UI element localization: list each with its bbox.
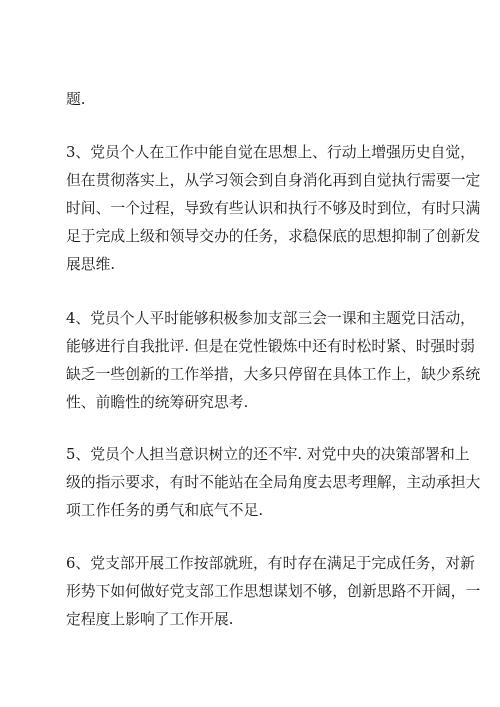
paragraph-line: 6、党支部开展工作按部就班，有时存在满足于完成任务，对新 (66, 555, 475, 572)
paragraph-line: 能够进行自我批评. 但是在党性锻炼中还有时松时紧、时强时弱 (66, 338, 475, 355)
paragraph-line: 5、党员个人担当意识树立的还不牢. 对党中央的决策部署和上 (66, 446, 470, 463)
paragraph-line: 形势下如何做好党支部工作思想谋划不够，创新思路不开阔，一 (66, 583, 481, 600)
paragraph-line: 足于完成上级和领导交办的任务，求稳保底的思想抑制了创新发 (66, 228, 481, 245)
paragraph-line: 题. (66, 91, 86, 108)
paragraph-line: 但在贯彻落实上，从学习领会到自身消化再到自觉执行需要一定 (66, 172, 481, 189)
paragraph-line: 展思维. (66, 256, 116, 273)
paragraph-line: 时间、一个过程，导致有些认识和执行不够及时到位，有时只满 (66, 200, 481, 217)
paragraph-line: 性、前瞻性的统筹研究思考. (66, 394, 249, 411)
paragraph-line: 项工作任务的勇气和底气不足. (66, 502, 264, 519)
paragraph-line: 定程度上影响了工作开展. (66, 611, 234, 628)
paragraph-line: 4、党员个人平时能够积极参加支部三会一课和主题党日活动， (66, 310, 475, 327)
paragraph-line: 级的指示要求，有时不能站在全局角度去思考理解，主动承担大 (66, 474, 481, 491)
paragraph-line: 缺乏一些创新的工作举措，大多只停留在具体工作上，缺少系统 (66, 366, 481, 383)
paragraph-line: 3、党员个人在工作中能自觉在思想上、行动上增强历史自觉， (66, 144, 475, 161)
